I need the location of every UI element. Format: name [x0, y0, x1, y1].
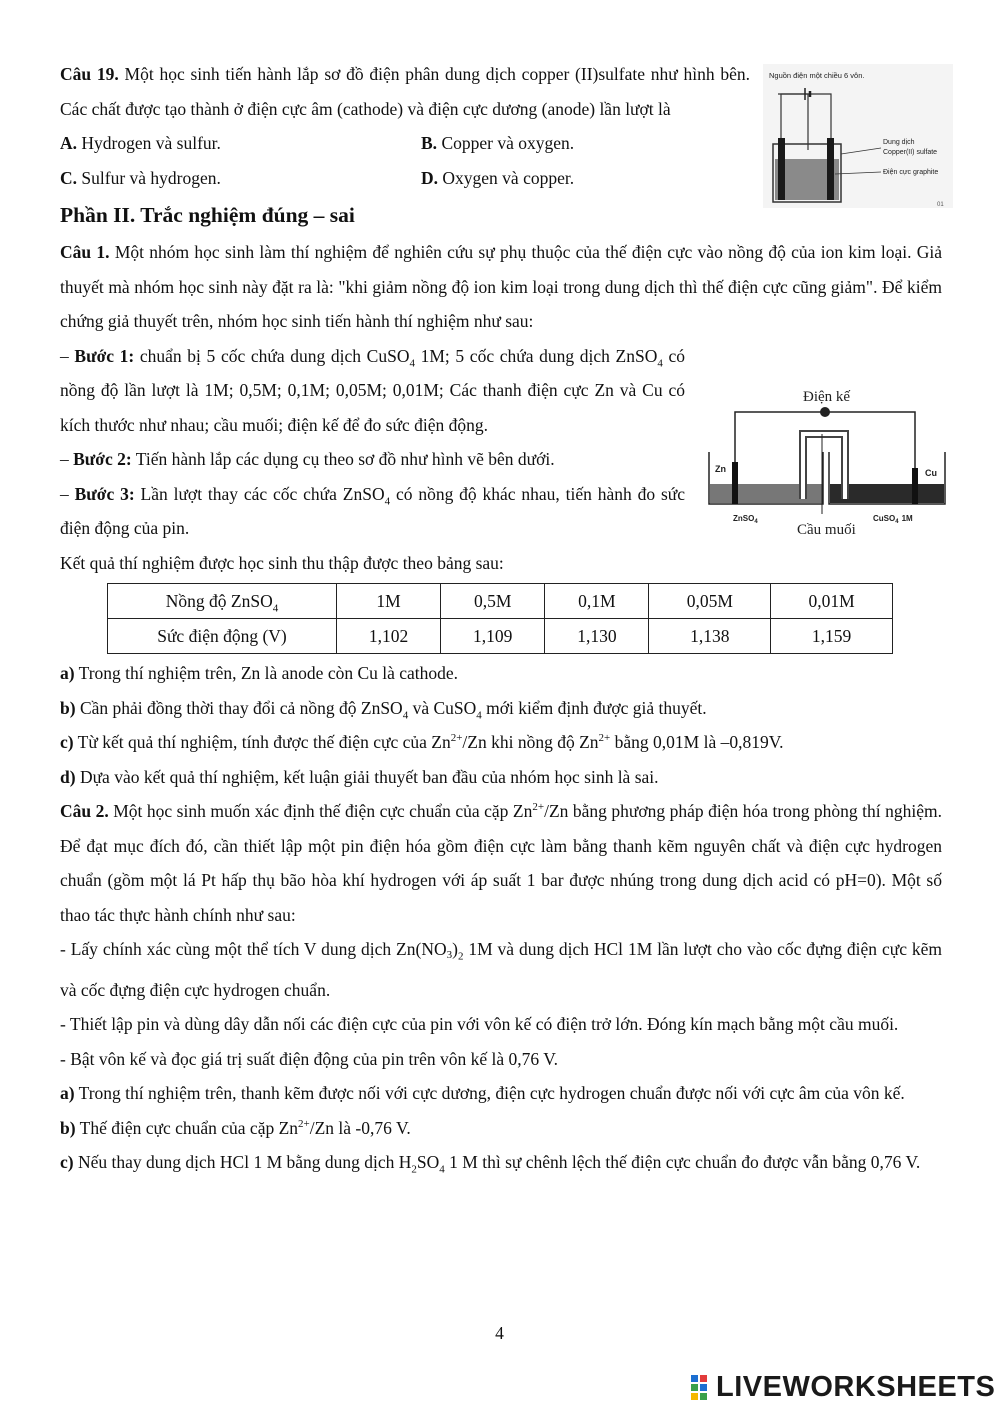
cu-label: Cu [925, 468, 937, 478]
electrode-right [827, 138, 834, 200]
brand-name: LIVEWORKSHEETS [716, 1371, 996, 1403]
circuit-wire [735, 412, 915, 494]
section-title: Phần II. Trắc nghiệm đúng – sai [60, 203, 355, 227]
galvanic-cell-figure [705, 384, 950, 540]
statement-1a[interactable]: a) Trong thí nghiệm trên, Zn là anode còn Cu là cathode. [60, 663, 459, 683]
table-cell: 1,109 [441, 619, 545, 654]
table-cell: 0,05M [649, 584, 771, 619]
question-19-stem: Câu 19. Một học sinh tiến hành lắp sơ đồ điện phân dung dịch copper (II)sulfate như hình bên. Các chất được tạo thành ở điện cực âm (cathode) và điện cực dương (anode) lần lượt là [60, 64, 751, 119]
table-cell: 1M [337, 584, 441, 619]
page-number: 4 [495, 1323, 504, 1343]
question-2-intro: Câu 2. Một học sinh muốn xác định thế điện cực chuẩn của cặp $Zn^{2+}/Zn$ bằng phương pháp điện hóa trong phòng thí nghiệm. Để đạt mục đích đó, cần thiết lập một pin điện hóa gồm điện cực làm bằng thanh kẽm nguyên chất và điện cực hydrogen chuẩn (gồm một lá Pt hấp thụ bão hòa khí hydrogen với áp suất 1 bar được nhúng trong dung dịch acid có pH=0). Một số thao tác thực hành chính như sau: [60, 801, 943, 925]
power-label: Nguồn điện một chiều 6 vôn. [769, 71, 865, 80]
question-1-step-3: – Bước 3: Lần lượt thay các cốc chứa ZnSO$_4$ có nồng độ khác nhau, tiến hành đo sức điện động của pin. [60, 483, 686, 538]
table-cell: 1,138 [649, 619, 771, 654]
question-2-step-2: - Thiết lập pin và dùng dây dẫn nối các điện cực của pin với vôn kế có điện trở lớn. Đóng kín mạch bằng một cầu muối. [60, 1014, 899, 1034]
statement-2c[interactable]: c) Nếu thay dung dịch HCl 1 M bằng dung dịch $H_2SO_4$ 1 M thì sự chênh lệch thế điện cực chuẩn đo được vẫn bằng 0,76 V. [60, 1152, 921, 1176]
wire-left [781, 94, 808, 150]
electrode-left [778, 138, 785, 200]
solution-label-2: Copper(II) sulfate [883, 149, 938, 156]
liveworksheets-icon [690, 1373, 716, 1401]
zn-label: Zn [715, 464, 726, 474]
electrode-zn [732, 462, 738, 504]
statement-1d[interactable]: d) Dựa vào kết quả thí nghiệm, kết luận giải thuyết ban đầu của nhóm học sinh là sai. [60, 766, 659, 787]
question-1-step-2: – Bước 2: Tiến hành lắp các dụng cụ theo sơ đồ như hình vẽ bên dưới. [60, 449, 555, 469]
liveworksheets-logo[interactable] [690, 1370, 995, 1404]
option-a[interactable]: A. Hydrogen và sulfur. [60, 133, 221, 153]
cuso4-label: CuSO$_4$ 1M [873, 514, 913, 525]
option-d[interactable]: D. Oxygen và copper. [421, 167, 575, 188]
table-cell: 1,130 [545, 619, 649, 654]
table-cell: 0,1M [545, 584, 649, 619]
table-header-emf: Sức điện động (V) [108, 619, 337, 654]
table-cell: 0,5M [441, 584, 545, 619]
results-table [107, 583, 893, 654]
table-cell: 1,159 [771, 619, 893, 654]
electrode-cu [912, 468, 918, 504]
option-b[interactable]: B. Copper và oxygen. [421, 133, 575, 153]
question-1-step-1: – Bước 1: chuẩn bị 5 cốc chứa dung dịch CuSO$_4$ 1M; 5 cốc chứa dung dịch ZnSO$_4$ có nồng độ lần lượt là 1M; 0,5M; 0,1M; 0,05M; 0,01M; Các thanh điện cực Zn và Cu có kích thước như nhau; cầu muối; điện kế để đo sức điện động. [60, 345, 685, 435]
option-c[interactable]: C. Sulfur và hydrogen. [60, 167, 221, 188]
table-row [108, 584, 893, 619]
no3-subscript: 3 [446, 949, 453, 961]
question-1-intro: Câu 1. Một nhóm học sinh làm thí nghiệm để nghiên cứu sự phụ thuộc của thế điện cực vào nồng độ của ion kim loại. Giả thuyết mà nhóm học sinh này đặt ra là: "khi giảm nồng độ ion kim loại trong dung dịch thì thế điện cực cũng giảm". Để kiểm chứng giả thuyết trên, nhóm học sinh tiến hành thí nghiệm như sau: [60, 242, 943, 331]
corner-mark: 01 [937, 202, 944, 208]
results-intro: Kết quả thí nghiệm được học sinh thu thập được theo bảng sau: [60, 552, 504, 573]
galvanic-cell-diagram [705, 384, 950, 540]
electrolysis-diagram [763, 64, 953, 208]
statement-1b[interactable]: b) Cần phải đồng thời thay đổi cả nồng độ ZnSO$_4$ và CuSO$_4$ mới kiểm định được giả thuyết. [60, 697, 707, 721]
table-header-concentration: Nồng độ ZnSO$_4$ [108, 584, 337, 619]
table-row [108, 619, 893, 654]
salt-bridge-label: Cầu muối [797, 522, 856, 538]
question-2-step-1: - Lấy chính xác cùng một thể tích V dung dịch $Zn(NO3)_2$ 1M và dung dịch HCl 1M lần lượt cho vào cốc đựng điện cực kẽm và cốc đựng điện cực hydrogen chuẩn. [60, 939, 942, 1000]
meter-label: Điện kế [803, 389, 851, 405]
question-2-step-3: - Bật vôn kế và đọc giá trị suất điện động của pin trên vôn kế là 0,76 V. [60, 1048, 558, 1069]
table-cell: 0,01M [771, 584, 893, 619]
solution-label-1: Dung dịch [883, 139, 915, 146]
statement-1c[interactable]: c) Từ kết quả thí nghiệm, tính được thế điện cực của $Zn^{2+}/Zn$ khi nồng độ $Zn^{2+}$ bằng 0,01M là –0,819V. [60, 732, 784, 752]
electrolysis-figure [763, 64, 953, 208]
page-content [60, 57, 942, 1180]
statement-2b[interactable]: b) Thế điện cực chuẩn của cặp $Zn^{2+}/Zn$ là -0,76 V. [60, 1117, 411, 1138]
table-cell: 1,102 [337, 619, 441, 654]
question-19-label: Câu 19. [60, 64, 119, 84]
znso4-label: ZnSO$_4$ [733, 514, 758, 525]
statement-2a[interactable]: a) Trong thí nghiệm trên, thanh kẽm được nối với cực dương, điện cực hydrogen chuẩn được nối với cực âm của vôn kế. [60, 1083, 905, 1103]
electrode-label: Điện cực graphite [883, 169, 939, 176]
